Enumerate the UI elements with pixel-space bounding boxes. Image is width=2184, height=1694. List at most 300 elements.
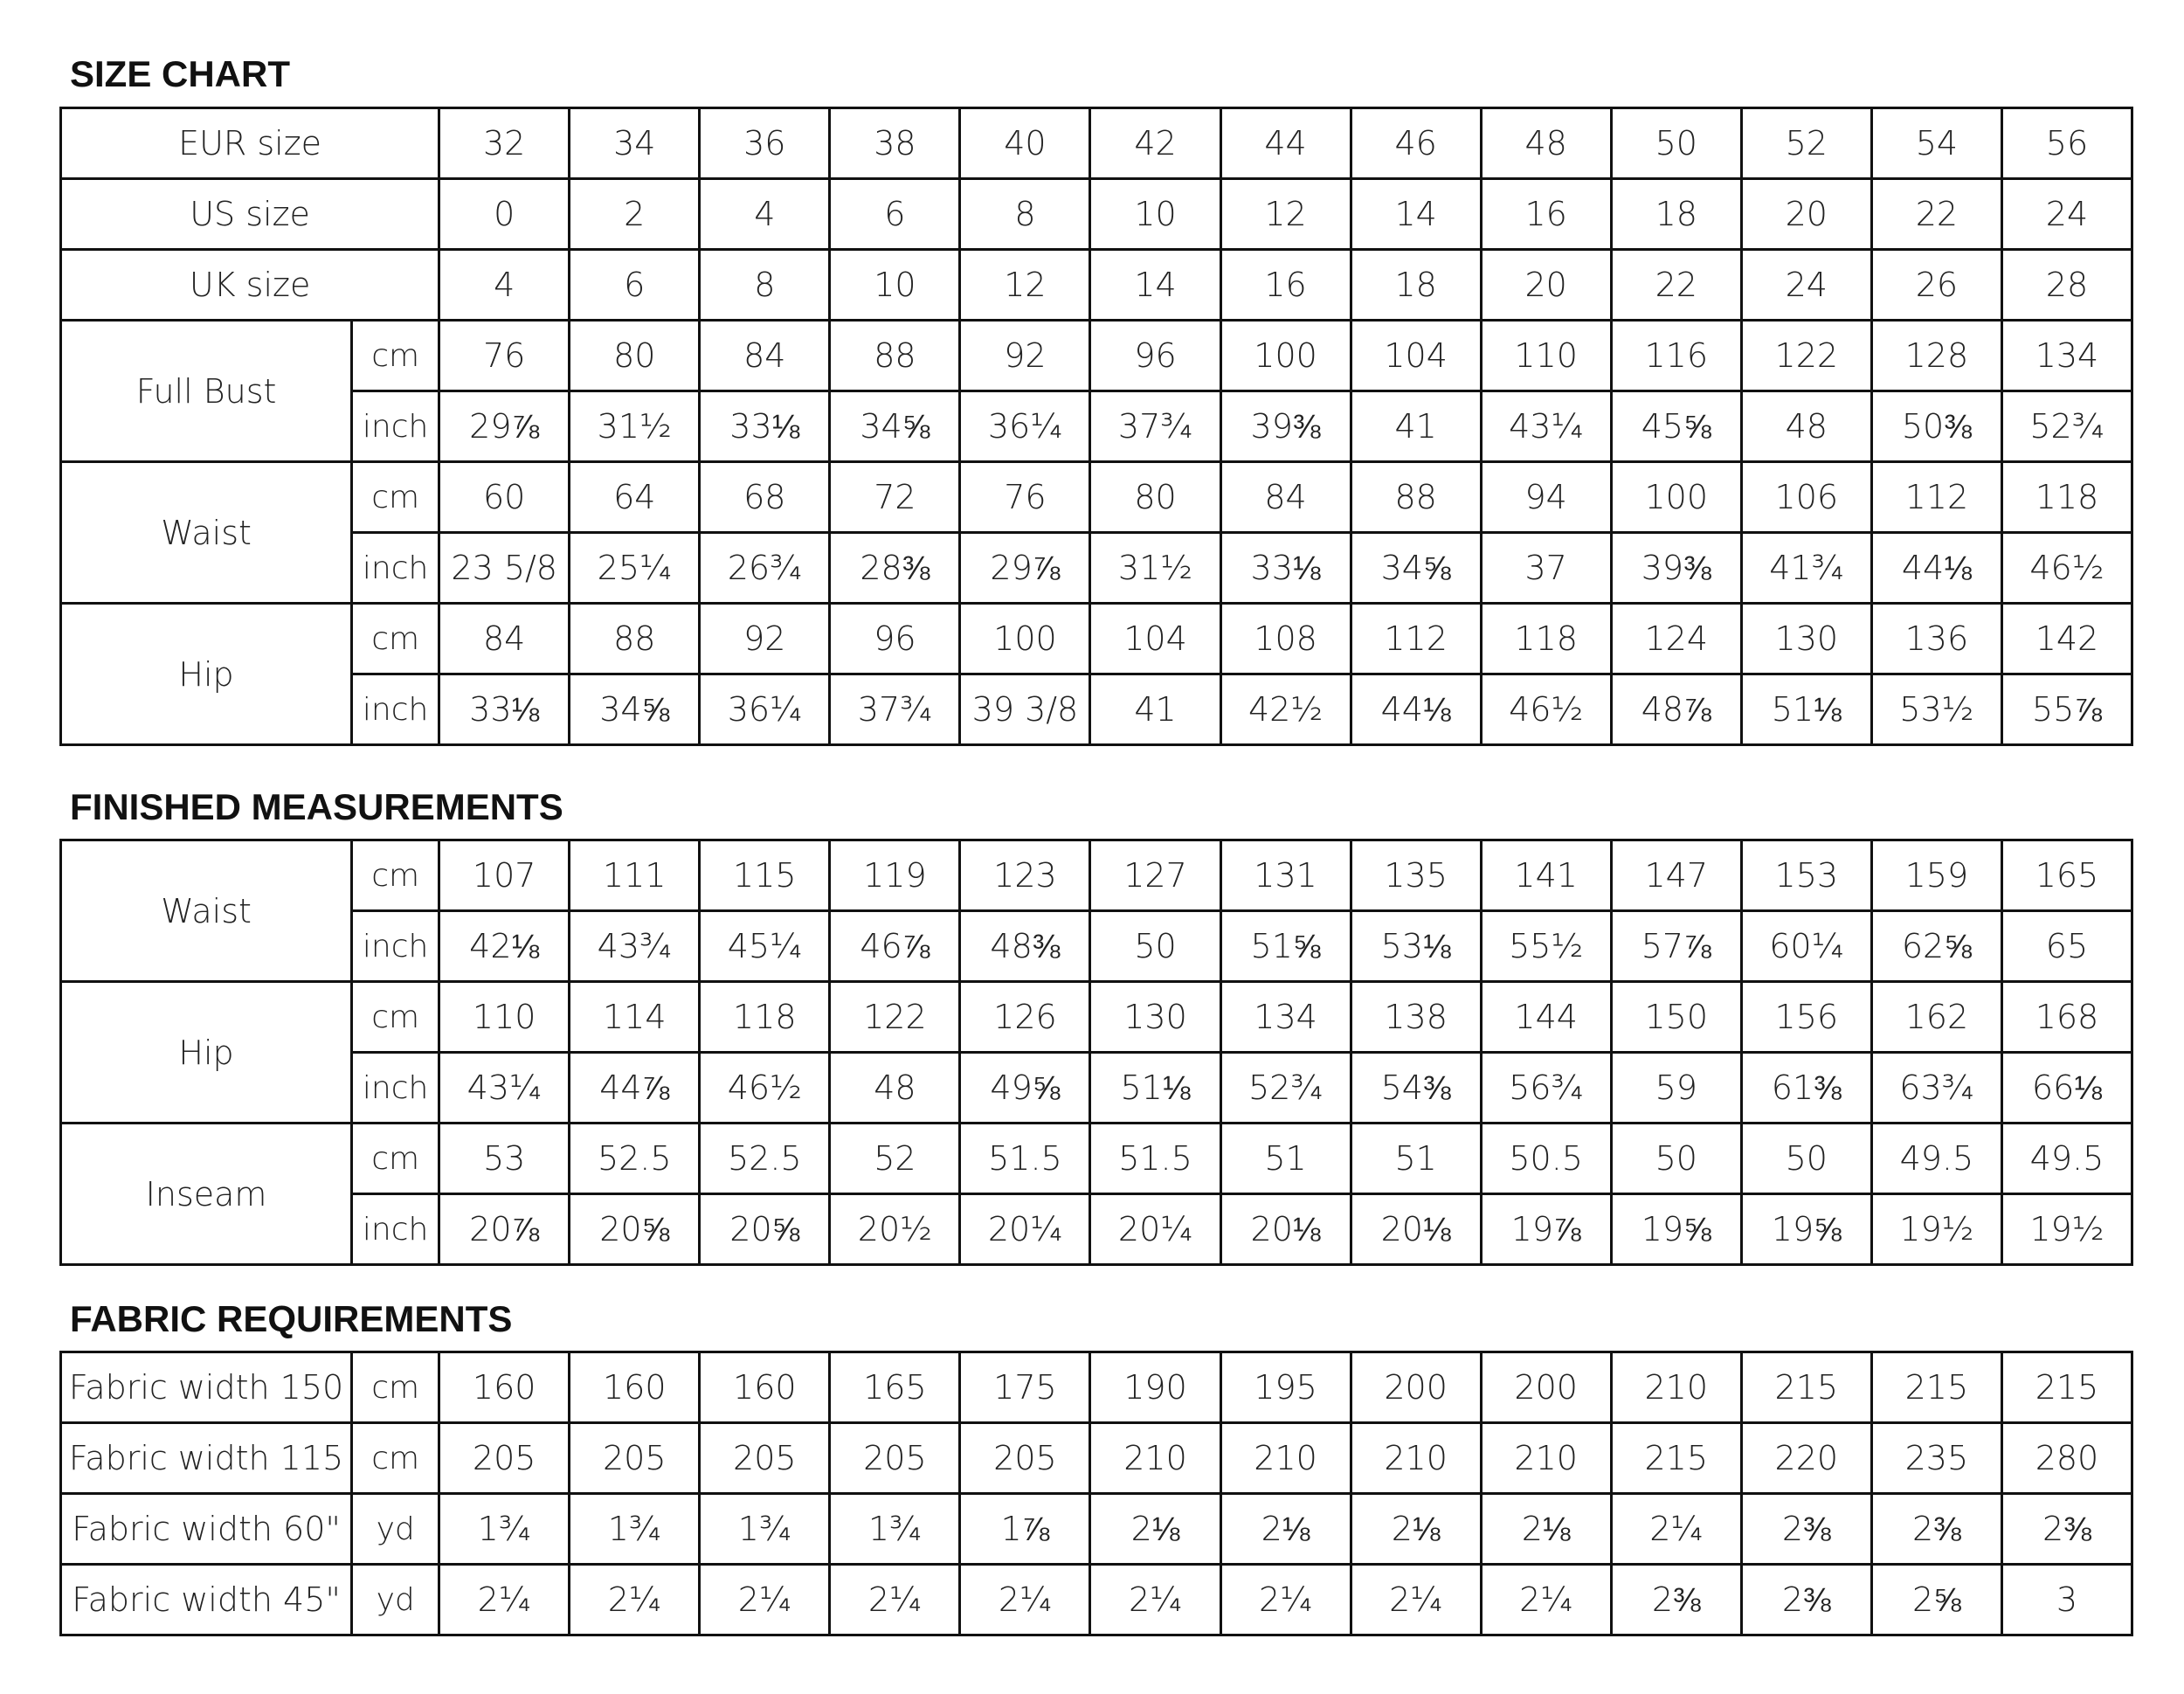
value-cell: 63¾: [1871, 1053, 2001, 1124]
value-cell: 53½: [1871, 674, 2001, 745]
value-cell: 51: [1351, 1124, 1481, 1194]
fabric-width-label: Fabric width 150: [61, 1352, 352, 1423]
table-row: [61, 391, 2132, 462]
value-cell: 220: [1741, 1423, 1871, 1494]
value-cell: 66⅛: [2001, 1053, 2132, 1124]
measurement-label: Waist: [61, 840, 352, 982]
value-cell: 46⅞: [830, 911, 960, 982]
value-cell: 215: [2001, 1352, 2132, 1423]
fabric-requirements-table: [59, 1351, 2133, 1636]
size-chart-title: SIZE CHART: [70, 53, 290, 94]
value-cell: 110: [439, 982, 570, 1053]
value-cell: 131: [1220, 840, 1351, 911]
table-row: [61, 840, 2132, 911]
value-cell: 19½: [2001, 1194, 2132, 1265]
unit-cell: cm: [352, 604, 439, 674]
value-cell: 50⅜: [1871, 391, 2001, 462]
value-cell: 114: [570, 982, 700, 1053]
table-row: [61, 533, 2132, 604]
value-cell: 280: [2001, 1423, 2132, 1494]
value-cell: 49.5: [1871, 1124, 2001, 1194]
value-cell: 49⅝: [960, 1053, 1090, 1124]
value-cell: 88: [1351, 462, 1481, 533]
value-cell: 39 3/8: [960, 674, 1090, 745]
value-cell: 33⅛: [439, 674, 570, 745]
value-cell: 42⅛: [439, 911, 570, 982]
value-cell: 24: [2001, 179, 2132, 250]
finished-measurements-title: FINISHED MEASUREMENTS: [70, 786, 563, 827]
value-cell: 37¾: [1090, 391, 1220, 462]
value-cell: 2¼: [960, 1565, 1090, 1635]
value-cell: 55½: [1481, 911, 1611, 982]
table-row: [61, 1124, 2132, 1194]
value-cell: 147: [1611, 840, 1741, 911]
value-cell: 48: [830, 1053, 960, 1124]
value-cell: 20¼: [960, 1194, 1090, 1265]
value-cell: 39⅜: [1611, 533, 1741, 604]
value-cell: 20⅝: [700, 1194, 830, 1265]
value-cell: 2⅜: [1611, 1565, 1741, 1635]
value-cell: 2⅛: [1090, 1494, 1220, 1565]
value-cell: 36¼: [700, 674, 830, 745]
measurement-label: Waist: [61, 462, 352, 604]
value-cell: 2¼: [1611, 1494, 1741, 1565]
value-cell: 134: [2001, 321, 2132, 391]
size-system-label: US size: [61, 179, 439, 250]
value-cell: 24: [1741, 250, 1871, 321]
value-cell: 3: [2001, 1565, 2132, 1635]
value-cell: 44⅛: [1351, 674, 1481, 745]
value-cell: 104: [1351, 321, 1481, 391]
value-cell: 88: [830, 321, 960, 391]
fabric-row: [61, 1352, 2132, 1423]
value-cell: 12: [960, 250, 1090, 321]
value-cell: 205: [830, 1423, 960, 1494]
value-cell: 2⅝: [1871, 1565, 2001, 1635]
value-cell: 2⅛: [1351, 1494, 1481, 1565]
value-cell: 110: [1481, 321, 1611, 391]
value-cell: 134: [1220, 982, 1351, 1053]
value-cell: 48⅜: [960, 911, 1090, 982]
value-cell: 34⅝: [1351, 533, 1481, 604]
value-cell: 62⅝: [1871, 911, 2001, 982]
value-cell: 51: [1220, 1124, 1351, 1194]
value-cell: 54: [1871, 108, 2001, 179]
value-cell: 37: [1481, 533, 1611, 604]
value-cell: 160: [439, 1352, 570, 1423]
value-cell: 46½: [700, 1053, 830, 1124]
value-cell: 153: [1741, 840, 1871, 911]
value-cell: 210: [1481, 1423, 1611, 1494]
value-cell: 55⅞: [2001, 674, 2132, 745]
unit-cell: cm: [352, 1352, 439, 1423]
table-row: [61, 462, 2132, 533]
value-cell: 50: [1741, 1124, 1871, 1194]
value-cell: 43¾: [570, 911, 700, 982]
value-cell: 60¼: [1741, 911, 1871, 982]
value-cell: 51⅝: [1220, 911, 1351, 982]
value-cell: 40: [960, 108, 1090, 179]
fabric-requirements-title: FABRIC REQUIREMENTS: [70, 1298, 513, 1339]
value-cell: 38: [830, 108, 960, 179]
value-cell: 52: [1741, 108, 1871, 179]
value-cell: 2¼: [1351, 1565, 1481, 1635]
value-cell: 19⅞: [1481, 1194, 1611, 1265]
value-cell: 2: [570, 179, 700, 250]
value-cell: 195: [1220, 1352, 1351, 1423]
value-cell: 162: [1871, 982, 2001, 1053]
unit-cell: inch: [352, 1053, 439, 1124]
fabric-width-label: Fabric width 60": [61, 1494, 352, 1565]
unit-cell: cm: [352, 1423, 439, 1494]
unit-cell: inch: [352, 674, 439, 745]
value-cell: 19⅝: [1741, 1194, 1871, 1265]
value-cell: 56¾: [1481, 1053, 1611, 1124]
value-cell: 88: [570, 604, 700, 674]
value-cell: 65: [2001, 911, 2132, 982]
table-row: [61, 1194, 2132, 1265]
value-cell: 100: [960, 604, 1090, 674]
value-cell: 84: [1220, 462, 1351, 533]
value-cell: 59: [1611, 1053, 1741, 1124]
fabric-row: [61, 1565, 2132, 1635]
value-cell: 22: [1871, 179, 2001, 250]
value-cell: 2¼: [439, 1565, 570, 1635]
value-cell: 200: [1481, 1352, 1611, 1423]
value-cell: 41: [1351, 391, 1481, 462]
value-cell: 92: [960, 321, 1090, 391]
value-cell: 160: [570, 1352, 700, 1423]
value-cell: 210: [1351, 1423, 1481, 1494]
value-cell: 8: [960, 179, 1090, 250]
value-cell: 123: [960, 840, 1090, 911]
value-cell: 2⅜: [1741, 1494, 1871, 1565]
value-cell: 205: [439, 1423, 570, 1494]
measurement-label: Hip: [61, 604, 352, 745]
value-cell: 205: [960, 1423, 1090, 1494]
value-cell: 20½: [830, 1194, 960, 1265]
value-cell: 175: [960, 1352, 1090, 1423]
value-cell: 159: [1871, 840, 2001, 911]
value-cell: 6: [830, 179, 960, 250]
value-cell: 2¼: [700, 1565, 830, 1635]
value-cell: 215: [1611, 1423, 1741, 1494]
value-cell: 41: [1090, 674, 1220, 745]
value-cell: 28: [2001, 250, 2132, 321]
value-cell: 48⅞: [1611, 674, 1741, 745]
value-cell: 44⅛: [1871, 533, 2001, 604]
value-cell: 53⅛: [1351, 911, 1481, 982]
unit-cell: cm: [352, 1124, 439, 1194]
unit-cell: cm: [352, 321, 439, 391]
unit-cell: yd: [352, 1565, 439, 1635]
value-cell: 135: [1351, 840, 1481, 911]
fabric-width-label: Fabric width 115: [61, 1423, 352, 1494]
value-cell: 56: [2001, 108, 2132, 179]
value-cell: 4: [439, 250, 570, 321]
value-cell: 84: [700, 321, 830, 391]
value-cell: 20⅛: [1220, 1194, 1351, 1265]
value-cell: 106: [1741, 462, 1871, 533]
value-cell: 210: [1220, 1423, 1351, 1494]
value-cell: 122: [1741, 321, 1871, 391]
value-cell: 115: [700, 840, 830, 911]
value-cell: 118: [700, 982, 830, 1053]
value-cell: 20¼: [1090, 1194, 1220, 1265]
value-cell: 31½: [1090, 533, 1220, 604]
value-cell: 107: [439, 840, 570, 911]
unit-cell: cm: [352, 840, 439, 911]
finished-measurements-table: [59, 839, 2133, 1266]
value-cell: 122: [830, 982, 960, 1053]
value-cell: 52.5: [570, 1124, 700, 1194]
value-cell: 19⅝: [1611, 1194, 1741, 1265]
measurement-label: Full Bust: [61, 321, 352, 462]
value-cell: 20: [1481, 250, 1611, 321]
value-cell: 156: [1741, 982, 1871, 1053]
value-cell: 142: [2001, 604, 2132, 674]
unit-cell: cm: [352, 462, 439, 533]
value-cell: 108: [1220, 604, 1351, 674]
value-cell: 23 5/8: [439, 533, 570, 604]
value-cell: 118: [1481, 604, 1611, 674]
value-cell: 96: [1090, 321, 1220, 391]
value-cell: 50: [1611, 1124, 1741, 1194]
size-chart-table: [59, 107, 2133, 746]
value-cell: 34⅝: [830, 391, 960, 462]
value-cell: 16: [1481, 179, 1611, 250]
size-system-label: UK size: [61, 250, 439, 321]
value-cell: 52¾: [2001, 391, 2132, 462]
value-cell: 46½: [2001, 533, 2132, 604]
value-cell: 1¾: [439, 1494, 570, 1565]
value-cell: 51.5: [960, 1124, 1090, 1194]
value-cell: 31½: [570, 391, 700, 462]
value-cell: 20: [1741, 179, 1871, 250]
value-cell: 64: [570, 462, 700, 533]
value-cell: 127: [1090, 840, 1220, 911]
value-cell: 138: [1351, 982, 1481, 1053]
value-cell: 165: [830, 1352, 960, 1423]
value-cell: 1¾: [570, 1494, 700, 1565]
value-cell: 10: [1090, 179, 1220, 250]
value-cell: 34⅝: [570, 674, 700, 745]
value-cell: 43¼: [1481, 391, 1611, 462]
table-row: [61, 604, 2132, 674]
value-cell: 200: [1351, 1352, 1481, 1423]
value-cell: 53: [439, 1124, 570, 1194]
value-cell: 2¼: [1481, 1565, 1611, 1635]
value-cell: 124: [1611, 604, 1741, 674]
value-cell: 61⅜: [1741, 1053, 1871, 1124]
value-cell: 51⅛: [1090, 1053, 1220, 1124]
value-cell: 1⅞: [960, 1494, 1090, 1565]
value-cell: 80: [570, 321, 700, 391]
unit-cell: cm: [352, 982, 439, 1053]
value-cell: 44⅞: [570, 1053, 700, 1124]
value-cell: 33⅛: [700, 391, 830, 462]
value-cell: 4: [700, 179, 830, 250]
value-cell: 51⅛: [1741, 674, 1871, 745]
unit-cell: inch: [352, 911, 439, 982]
value-cell: 20⅝: [570, 1194, 700, 1265]
value-cell: 2⅜: [1741, 1565, 1871, 1635]
value-cell: 144: [1481, 982, 1611, 1053]
value-cell: 14: [1090, 250, 1220, 321]
value-cell: 34: [570, 108, 700, 179]
value-cell: 36: [700, 108, 830, 179]
value-cell: 26: [1871, 250, 2001, 321]
value-cell: 44: [1220, 108, 1351, 179]
value-cell: 43¼: [439, 1053, 570, 1124]
value-cell: 51.5: [1090, 1124, 1220, 1194]
value-cell: 130: [1741, 604, 1871, 674]
value-cell: 25¼: [570, 533, 700, 604]
value-cell: 50: [1090, 911, 1220, 982]
value-cell: 210: [1090, 1423, 1220, 1494]
value-cell: 41¾: [1741, 533, 1871, 604]
value-cell: 49.5: [2001, 1124, 2132, 1194]
value-cell: 235: [1871, 1423, 2001, 1494]
value-cell: 57⅞: [1611, 911, 1741, 982]
value-cell: 165: [2001, 840, 2132, 911]
value-cell: 18: [1351, 250, 1481, 321]
size-row: [61, 250, 2132, 321]
measurement-label: Hip: [61, 982, 352, 1124]
value-cell: 136: [1871, 604, 2001, 674]
value-cell: 96: [830, 604, 960, 674]
table-row: [61, 1053, 2132, 1124]
value-cell: 6: [570, 250, 700, 321]
value-cell: 141: [1481, 840, 1611, 911]
value-cell: 2⅛: [1220, 1494, 1351, 1565]
size-row: [61, 179, 2132, 250]
value-cell: 20⅞: [439, 1194, 570, 1265]
value-cell: 60: [439, 462, 570, 533]
value-cell: 92: [700, 604, 830, 674]
value-cell: 150: [1611, 982, 1741, 1053]
fabric-row: [61, 1494, 2132, 1565]
measurement-label: Inseam: [61, 1124, 352, 1265]
value-cell: 50: [1611, 108, 1741, 179]
table-row: [61, 911, 2132, 982]
value-cell: 119: [830, 840, 960, 911]
value-cell: 29⅞: [439, 391, 570, 462]
table-row: [61, 321, 2132, 391]
value-cell: 12: [1220, 179, 1351, 250]
value-cell: 215: [1871, 1352, 2001, 1423]
fabric-width-label: Fabric width 45": [61, 1565, 352, 1635]
value-cell: 100: [1220, 321, 1351, 391]
value-cell: 52.5: [700, 1124, 830, 1194]
value-cell: 2⅜: [1871, 1494, 2001, 1565]
value-cell: 84: [439, 604, 570, 674]
value-cell: 215: [1741, 1352, 1871, 1423]
value-cell: 94: [1481, 462, 1611, 533]
value-cell: 2¼: [1090, 1565, 1220, 1635]
value-cell: 116: [1611, 321, 1741, 391]
table-row: [61, 674, 2132, 745]
value-cell: 48: [1741, 391, 1871, 462]
value-cell: 190: [1090, 1352, 1220, 1423]
value-cell: 45⅝: [1611, 391, 1741, 462]
value-cell: 160: [700, 1352, 830, 1423]
value-cell: 54⅜: [1351, 1053, 1481, 1124]
value-cell: 1¾: [830, 1494, 960, 1565]
value-cell: 80: [1090, 462, 1220, 533]
table-row: [61, 982, 2132, 1053]
value-cell: 130: [1090, 982, 1220, 1053]
value-cell: 104: [1090, 604, 1220, 674]
unit-cell: inch: [352, 533, 439, 604]
value-cell: 42½: [1220, 674, 1351, 745]
value-cell: 72: [830, 462, 960, 533]
value-cell: 68: [700, 462, 830, 533]
value-cell: 1¾: [700, 1494, 830, 1565]
value-cell: 0: [439, 179, 570, 250]
value-cell: 111: [570, 840, 700, 911]
value-cell: 45¼: [700, 911, 830, 982]
value-cell: 28⅜: [830, 533, 960, 604]
value-cell: 2¼: [830, 1565, 960, 1635]
value-cell: 20⅛: [1351, 1194, 1481, 1265]
value-cell: 100: [1611, 462, 1741, 533]
value-cell: 33⅛: [1220, 533, 1351, 604]
value-cell: 22: [1611, 250, 1741, 321]
value-cell: 128: [1871, 321, 2001, 391]
value-cell: 2¼: [570, 1565, 700, 1635]
value-cell: 8: [700, 250, 830, 321]
fabric-row: [61, 1423, 2132, 1494]
value-cell: 39⅜: [1220, 391, 1351, 462]
value-cell: 2⅜: [2001, 1494, 2132, 1565]
value-cell: 2¼: [1220, 1565, 1351, 1635]
unit-cell: inch: [352, 391, 439, 462]
value-cell: 112: [1351, 604, 1481, 674]
value-cell: 19½: [1871, 1194, 2001, 1265]
value-cell: 16: [1220, 250, 1351, 321]
value-cell: 76: [960, 462, 1090, 533]
value-cell: 52: [830, 1124, 960, 1194]
value-cell: 2⅛: [1481, 1494, 1611, 1565]
value-cell: 14: [1351, 179, 1481, 250]
value-cell: 37¾: [830, 674, 960, 745]
value-cell: 52¾: [1220, 1053, 1351, 1124]
value-cell: 46: [1351, 108, 1481, 179]
value-cell: 205: [570, 1423, 700, 1494]
value-cell: 46½: [1481, 674, 1611, 745]
value-cell: 50.5: [1481, 1124, 1611, 1194]
value-cell: 26¾: [700, 533, 830, 604]
value-cell: 112: [1871, 462, 2001, 533]
value-cell: 32: [439, 108, 570, 179]
value-cell: 76: [439, 321, 570, 391]
value-cell: 10: [830, 250, 960, 321]
value-cell: 126: [960, 982, 1090, 1053]
value-cell: 48: [1481, 108, 1611, 179]
unit-cell: yd: [352, 1494, 439, 1565]
unit-cell: inch: [352, 1194, 439, 1265]
value-cell: 42: [1090, 108, 1220, 179]
value-cell: 118: [2001, 462, 2132, 533]
value-cell: 205: [700, 1423, 830, 1494]
size-row: [61, 108, 2132, 179]
value-cell: 168: [2001, 982, 2132, 1053]
value-cell: 29⅞: [960, 533, 1090, 604]
value-cell: 36¼: [960, 391, 1090, 462]
value-cell: 18: [1611, 179, 1741, 250]
value-cell: 210: [1611, 1352, 1741, 1423]
